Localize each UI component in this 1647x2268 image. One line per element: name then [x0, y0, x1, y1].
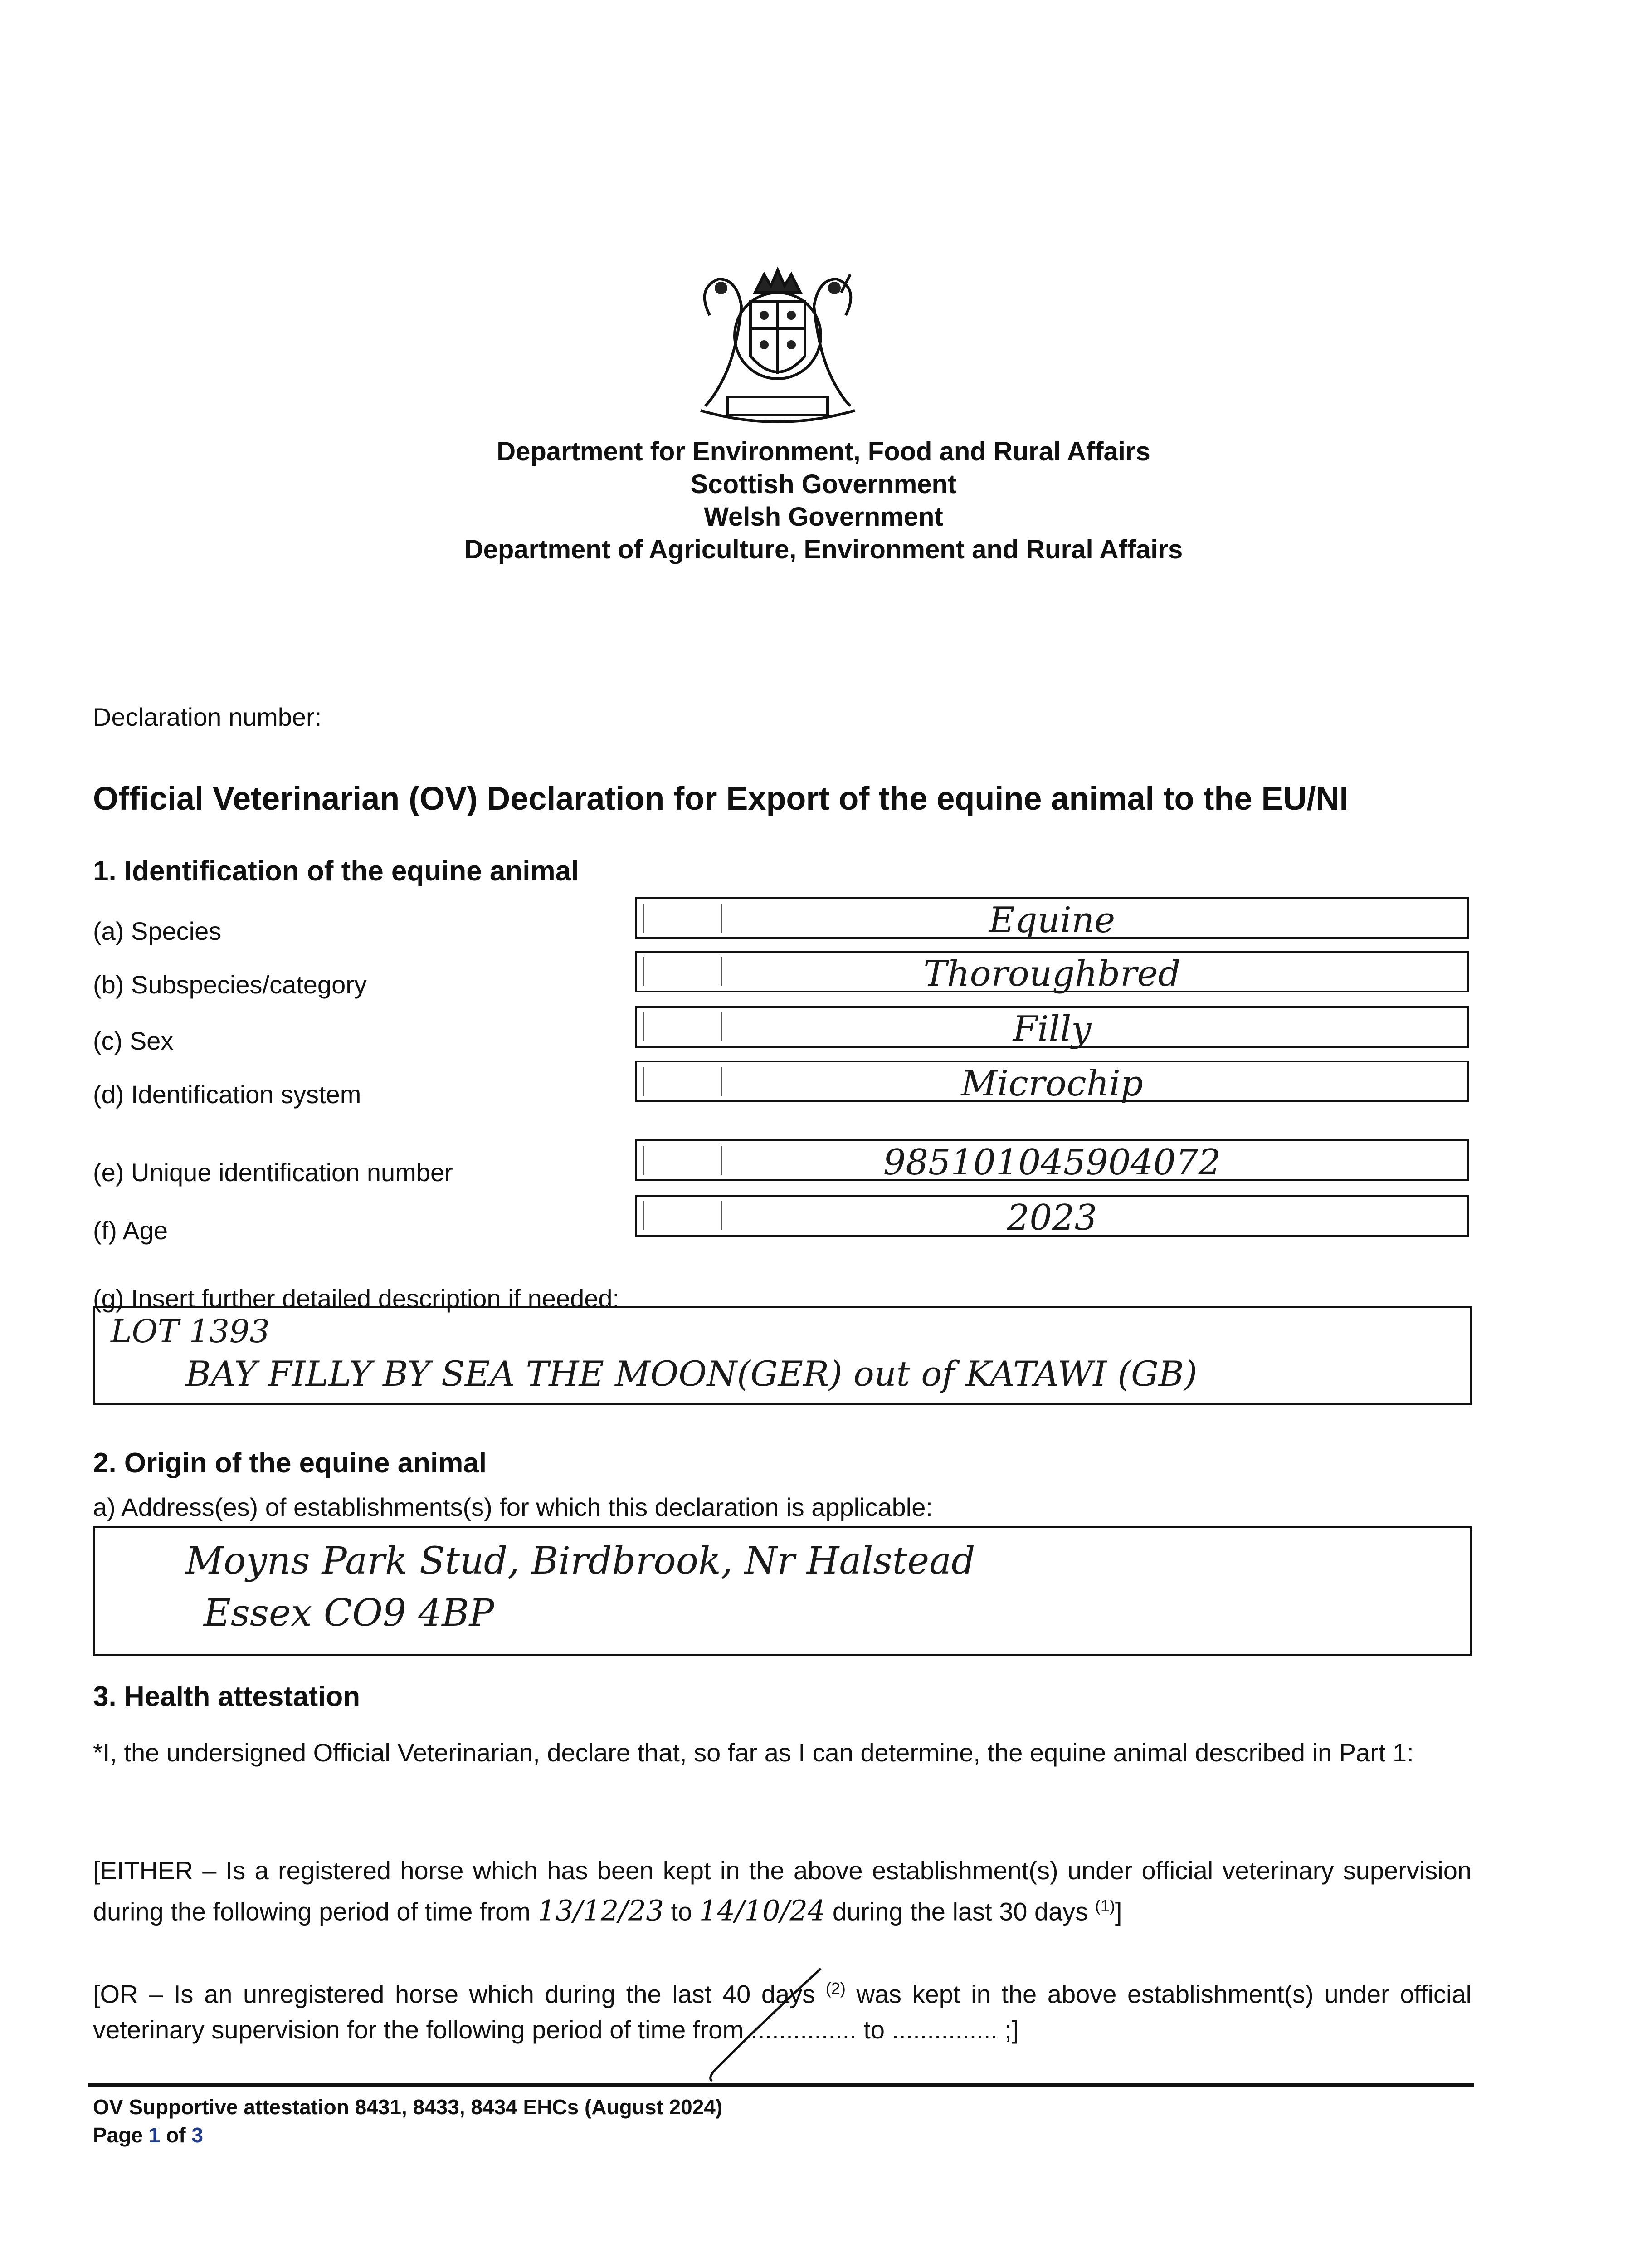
uid-field[interactable] [635, 1139, 1469, 1181]
age-label: (f) Age [93, 1216, 168, 1245]
declaration-number-label: Declaration number: [93, 703, 322, 731]
subspecies-field[interactable] [635, 951, 1469, 992]
sex-label: (c) Sex [93, 1026, 174, 1055]
either-text: [EITHER – Is a registered horse which has been kept in the above establishment(s) under official veterinary supervision during the following period of time from [93, 1856, 1472, 1926]
header-line: Department of Agriculture, Environment and Rural Affairs [464, 535, 1183, 564]
either-to-text: to [663, 1897, 699, 1926]
address-label: a) Address(es) of establishments(s) for which this declaration is applicable: [93, 1493, 933, 1521]
identification-system-label: (d) Identification system [93, 1080, 361, 1109]
or-text: [OR – Is an unregistered horse which during the last 40 days [93, 1980, 826, 2009]
either-to-date[interactable]: 14/10/24 [699, 1894, 826, 1927]
header-line: Scottish Government [690, 469, 957, 499]
footer-reference: OV Supportive attestation 8431, 8433, 8434 EHCs (August 2024) [93, 2095, 723, 2119]
uid-label: (e) Unique identification number [93, 1158, 453, 1187]
page-of: of [160, 2123, 192, 2147]
sex-field[interactable] [635, 1006, 1469, 1048]
royal-coat-of-arms-icon [678, 261, 877, 429]
age-field[interactable] [635, 1195, 1469, 1237]
footer-divider [88, 2083, 1474, 2087]
uid-value: 985101045904072 [883, 1142, 1221, 1183]
page-total: 3 [191, 2123, 203, 2147]
header-line: Department for Environment, Food and Rural Affairs [497, 437, 1150, 466]
page-number [93, 2123, 203, 2147]
attestation-intro: *I, the undersigned Official Veterinarian, declare that, so far as I can determine, the equine animal described in Part 1: [93, 1738, 1414, 1767]
species-label: (a) Species [93, 917, 222, 945]
section-2-heading: 2. Origin of the equine animal [93, 1447, 487, 1479]
description-line: BAY FILLY BY SEA THE MOON(GER) out of KATAWI (GB) [185, 1354, 1198, 1394]
footnote-ref: (1) [1095, 1897, 1115, 1915]
species-field[interactable] [635, 897, 1469, 939]
either-from-date[interactable]: 13/12/23 [537, 1894, 664, 1927]
identification-system-field[interactable] [635, 1061, 1469, 1102]
sex-value: Filly [1013, 1009, 1092, 1050]
address-line: Moyns Park Stud, Birdbrook, Nr Halstead [185, 1540, 975, 1583]
section-1-heading: 1. Identification of the equine animal [93, 855, 579, 887]
description-field[interactable] [93, 1306, 1472, 1405]
address-line: Essex CO9 4BP [204, 1592, 494, 1635]
strike-through-mark [698, 1964, 825, 2082]
page-current: 1 [148, 2123, 161, 2147]
either-text-end: during the last 30 days [825, 1897, 1095, 1926]
species-value: Equine [989, 900, 1116, 941]
page-label: Page [93, 2123, 149, 2147]
either-close: ] [1115, 1897, 1122, 1926]
age-value: 2023 [1007, 1198, 1097, 1238]
subspecies-value: Thoroughbred [923, 953, 1181, 994]
subspecies-label: (b) Subspecies/category [93, 970, 367, 999]
section-3-heading: 3. Health attestation [93, 1681, 361, 1712]
either-clause [93, 1853, 1472, 1930]
footnote-ref: (2) [825, 1979, 846, 1998]
header-line: Welsh Government [704, 502, 943, 532]
page-title: Official Veterinarian (OV) Declaration for Export of the equine animal to the EU/NI [93, 781, 1349, 817]
description-label: (g) Insert further detailed description if needed: [93, 1284, 620, 1313]
or-text-end: was kept in the above establishment(s) under official veterinary supervision for the following period of time from ............... to ............... ;] [93, 1980, 1472, 2044]
identification-system-value: Microchip [961, 1063, 1143, 1104]
address-field[interactable] [93, 1526, 1472, 1656]
description-line: LOT 1393 [111, 1313, 270, 1350]
